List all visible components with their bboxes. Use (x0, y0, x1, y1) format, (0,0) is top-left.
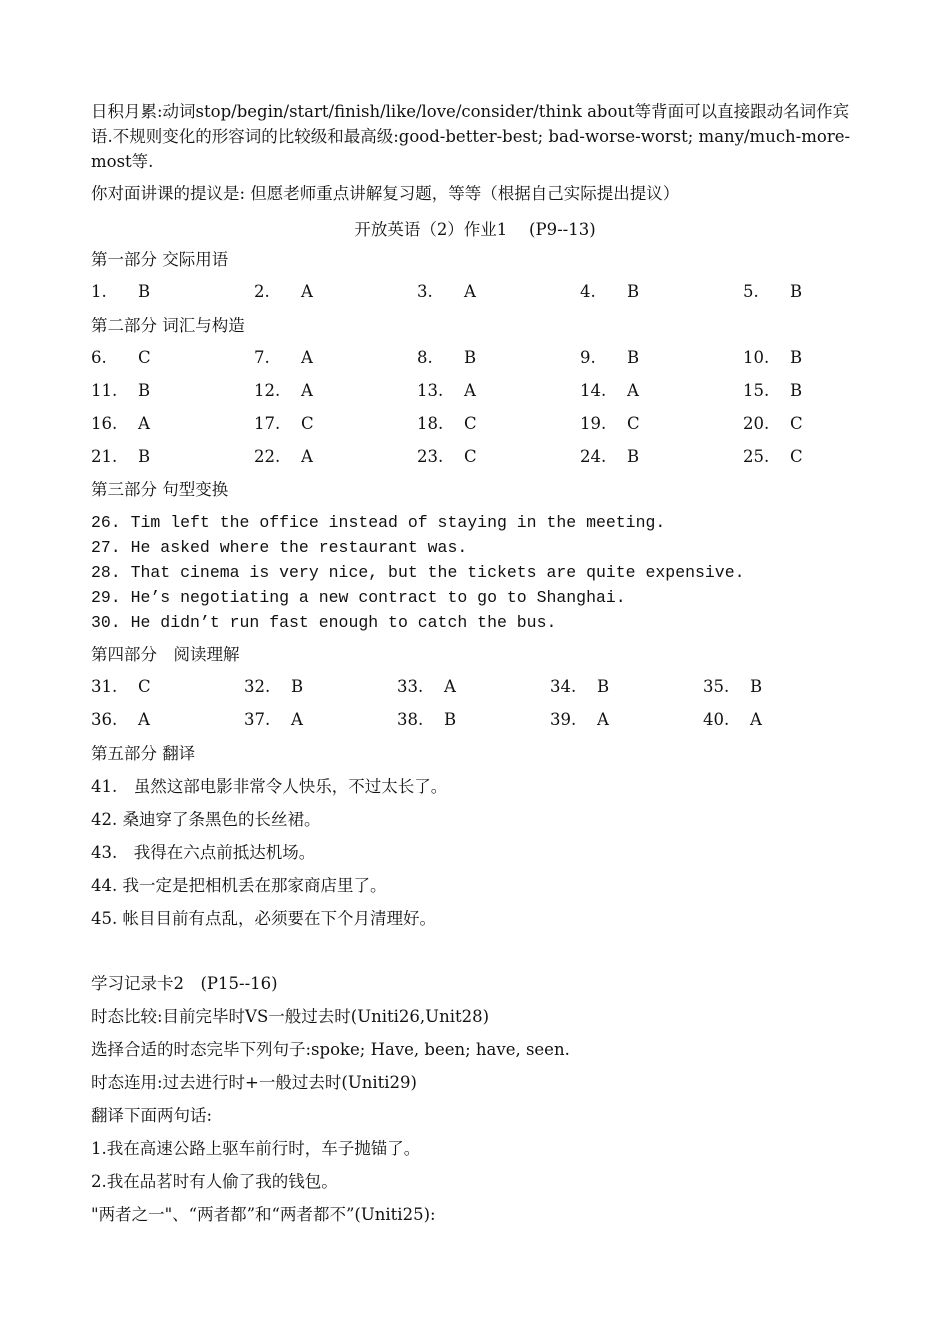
question-number: 33. (397, 677, 424, 696)
question-number: 24. (580, 447, 607, 466)
answer-item (91, 710, 150, 729)
answer-letter: A (627, 381, 639, 400)
answer-letter: B (627, 348, 640, 367)
answer-letter: A (597, 710, 609, 729)
answer-item (244, 677, 304, 696)
question-number: 12. (254, 381, 281, 400)
part3-heading: 第三部分 句型变换 (91, 480, 229, 499)
sentence-28: 28. That cinema is very nice, but the tickets are quite expensive. (91, 563, 745, 582)
question-number: 34. (550, 677, 577, 696)
study-card-line: 时态比较:目前完毕时VS一般过去时(Uniti26,Unit28) (91, 1007, 490, 1026)
answer-item (244, 710, 303, 729)
question-number: 21. (91, 447, 118, 466)
sentence-30: 30. He didn’t run fast enough to catch the bus. (91, 613, 557, 632)
translation-41: 41. 虽然这部电影非常令人快乐，不过太长了。 (91, 777, 448, 796)
answer-item (703, 677, 763, 696)
answer-item (550, 677, 610, 696)
answer-letter: C (790, 414, 803, 433)
answer-letter: B (291, 677, 304, 696)
question-number: 37. (244, 710, 271, 729)
translation-45: 45. 帐目目前有点乱，必须要在下个月清理好。 (91, 909, 436, 928)
answer-letter: B (138, 282, 151, 301)
question-number: 25. (743, 447, 770, 466)
answer-item (417, 414, 477, 433)
question-number: 39. (550, 710, 577, 729)
answer-item (703, 710, 762, 729)
answer-item (743, 381, 803, 400)
question-number: 17. (254, 414, 281, 433)
question-number: 11. (91, 381, 118, 400)
answer-item (91, 447, 151, 466)
part5-heading: 第五部分 翻译 (91, 744, 196, 763)
question-number: 38. (397, 710, 424, 729)
answer-letter: B (464, 348, 477, 367)
question-number: 40. (703, 710, 730, 729)
part2-heading: 第二部分 词汇与构造 (91, 316, 245, 335)
answer-row (91, 381, 891, 403)
answer-item (254, 282, 313, 301)
answer-item (580, 447, 640, 466)
answer-letter: A (138, 710, 150, 729)
question-number: 3. (417, 282, 433, 301)
answer-letter: A (301, 447, 313, 466)
question-number: 2. (254, 282, 270, 301)
answer-letter: B (627, 447, 640, 466)
question-number: 7. (254, 348, 270, 367)
question-number: 16. (91, 414, 118, 433)
answer-item (417, 348, 477, 367)
answer-letter: A (301, 381, 313, 400)
study-card-line: 翻译下面两句话: (91, 1106, 213, 1125)
answer-letter: C (138, 677, 151, 696)
answer-letter: B (790, 381, 803, 400)
question-number: 32. (244, 677, 271, 696)
answer-item (254, 348, 313, 367)
sentence-29: 29. He’s negotiating a new contract to go to Shanghai. (91, 588, 626, 607)
answer-letter: A (750, 710, 762, 729)
answer-item (254, 447, 313, 466)
answer-letter: B (790, 348, 803, 367)
answer-item (254, 381, 313, 400)
question-number: 20. (743, 414, 770, 433)
answer-letter: C (790, 447, 803, 466)
study-card-line: 选择合适的时态完毕下列句子:spoke; Have, been; have, seen. (91, 1040, 570, 1059)
study-card-line: 1.我在高速公路上驱车前行时，车子抛锚了。 (91, 1139, 421, 1158)
answer-letter: B (790, 282, 803, 301)
answer-row (91, 282, 891, 304)
answer-letter: B (627, 282, 640, 301)
answer-item (417, 282, 476, 301)
study-card-line: "两者之一"、“两者都”和“两者都不”(Uniti25): (91, 1205, 436, 1224)
question-number: 36. (91, 710, 118, 729)
question-number: 10. (743, 348, 770, 367)
question-number: 5. (743, 282, 759, 301)
answer-item (580, 282, 640, 301)
answer-letter: B (597, 677, 610, 696)
sentence-26: 26. Tim left the office instead of staying in the meeting. (91, 513, 666, 532)
part1-heading: 第一部分 交际用语 (91, 250, 229, 269)
question-number: 18. (417, 414, 444, 433)
answer-letter: C (464, 447, 477, 466)
question-number: 1. (91, 282, 107, 301)
answer-item (397, 710, 457, 729)
answer-letter: A (301, 348, 313, 367)
answer-row (91, 414, 891, 436)
answer-item (91, 677, 151, 696)
answer-row (91, 677, 891, 699)
question-number: 9. (580, 348, 596, 367)
question-number: 4. (580, 282, 596, 301)
answer-letter: C (301, 414, 314, 433)
answer-letter: A (444, 677, 456, 696)
question-number: 31. (91, 677, 118, 696)
answer-letter: A (138, 414, 150, 433)
answer-item (550, 710, 609, 729)
question-number: 23. (417, 447, 444, 466)
answer-item (580, 381, 639, 400)
answer-item (91, 348, 151, 367)
answer-letter: B (138, 447, 151, 466)
suggestion-line: 你对面讲课的提议是: 但愿老师重点讲解复习题，等等（根据自己实际提出提议） (91, 184, 680, 203)
homework-title: 开放英语（2）作业1 (P9--13) (354, 220, 596, 239)
question-number: 14. (580, 381, 607, 400)
answer-item (254, 414, 314, 433)
accumulation-note: 日积月累:动词stop/begin/start/finish/like/love/consider/think about等背面可以直接跟动名词作宾语.不规则变化的形容词的比较级和最高级:good-better-best; bad-worse-worst; many/much-more-most等. (91, 102, 851, 171)
answer-item (580, 348, 640, 367)
answer-item (743, 282, 803, 301)
sentence-27: 27. He asked where the restaurant was. (91, 538, 468, 557)
answer-letter: C (627, 414, 640, 433)
answer-letter: C (138, 348, 151, 367)
answer-item (580, 414, 640, 433)
translation-44: 44. 我一定是把相机丢在那家商店里了。 (91, 876, 387, 895)
question-number: 15. (743, 381, 770, 400)
answer-letter: A (291, 710, 303, 729)
study-card-title: 学习记录卡2 (P15--16) (91, 974, 278, 993)
part4-heading: 第四部分 阅读理解 (91, 645, 240, 664)
answer-row (91, 447, 891, 469)
answer-letter: B (750, 677, 763, 696)
answer-item (743, 447, 803, 466)
answer-letter: C (464, 414, 477, 433)
question-number: 35. (703, 677, 730, 696)
study-card-line: 时态连用:过去进行时+一般过去时(Uniti29) (91, 1073, 417, 1092)
translation-43: 43. 我得在六点前抵达机场。 (91, 843, 316, 862)
answer-item (743, 414, 803, 433)
question-number: 19. (580, 414, 607, 433)
answer-item (743, 348, 803, 367)
question-number: 6. (91, 348, 107, 367)
answer-item (417, 447, 477, 466)
answer-item (397, 677, 456, 696)
answer-letter: B (138, 381, 151, 400)
answer-letter: A (464, 381, 476, 400)
answer-letter: B (444, 710, 457, 729)
answer-item (91, 282, 151, 301)
question-number: 8. (417, 348, 433, 367)
answer-row (91, 710, 891, 732)
question-number: 13. (417, 381, 444, 400)
answer-item (91, 414, 150, 433)
study-card-line: 2.我在品茗时有人偷了我的钱包。 (91, 1172, 338, 1191)
answer-item (91, 381, 151, 400)
answer-letter: A (464, 282, 476, 301)
answer-row (91, 348, 891, 370)
question-number: 22. (254, 447, 281, 466)
answer-letter: A (301, 282, 313, 301)
answer-item (417, 381, 476, 400)
translation-42: 42. 桑迪穿了条黑色的长丝裙。 (91, 810, 321, 829)
